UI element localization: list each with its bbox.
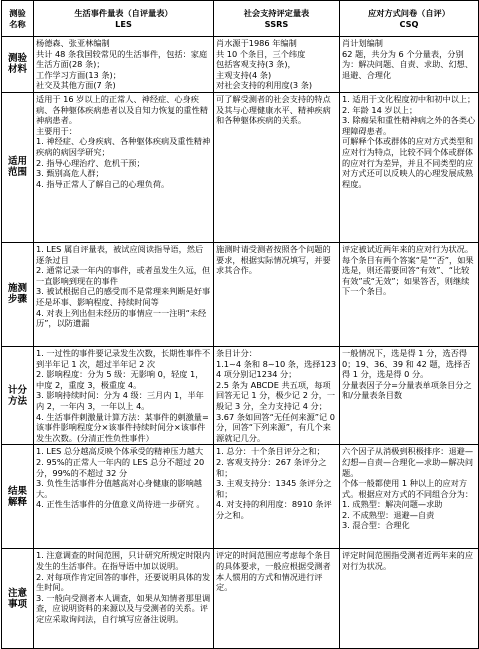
row-notes — [2, 549, 479, 649]
rowhead-scope: 适用 范围 — [2, 92, 34, 242]
rowhead-steps: 施测 步骤 — [2, 242, 34, 346]
cell-csq-steps: 评定被试近两年来的应对行为状况。 每个条目有两个答案“是”“否”，如果选是，则还需要回答“有效”、“比较有效”或“无效”；如果答否，则继续下一个条目。 — [340, 242, 479, 346]
header-ssrs: 社会支持评定量表 SSRS — [214, 1, 340, 37]
cell-ssrs-notes: 评定的时间范围应考虑每个条目的具体要求，一般应根据受测者本人惯用的方式和情况进行评定。 — [214, 549, 340, 649]
row-interpretation — [2, 445, 479, 549]
header-csq: 应对方式问卷（自评） CSQ — [340, 1, 479, 37]
scale-comparison-table — [1, 0, 479, 649]
cell-les-notes: 1. 注意调查的时间范围，只计研究所规定时限内发生的生活事件。在指导语中加以说明。 2. 对每项作肯定回答的事件，还要说明具体的发生时间。 3. 一般向受测者本人调查，如果从知情者那里调查，应说明资料的来源以及与受测者的关系。评定应采取询问法，自行填写应备注说明。 — [34, 549, 214, 649]
cell-ssrs-material: 肖水源于1986 年编制 共 10 个条目，三个纬度 包括客观支持(3 条)， 主观支持(4 条) 对社会支持的利用度(3 条) — [214, 37, 340, 93]
cell-les-material: 杨德森、张亚林编制 共计 48 条我国较常见的生活事件，包括：家庭生活方面(28 条)； 工作学习方面(13 条)； 社交及其他方面(7 条) — [34, 37, 214, 93]
rowhead-material: 测验 材料 — [2, 37, 34, 93]
row-scope — [2, 92, 479, 242]
header-item-name: 测验 名称 — [2, 1, 34, 37]
cell-csq-material: 肖计划编制 62 题，共分为 6 个分量表，分别为：解决问题、自责、求助、幻想、退避、合理化 — [340, 37, 479, 93]
cell-ssrs-interpretation: 1. 总分：十个条目评分之和； 2. 客观支持分：267 条评分之和； 3. 主观支持分：1345 条评分之和； 4. 对支持的利用度：8910 条评分之和。 — [214, 445, 340, 549]
cell-ssrs-steps: 施测时请受测者按照各个问题的要求，根据实际情况填写，并要求其合作。 — [214, 242, 340, 346]
cell-les-scope: 适用于 16 岁以上的正常人、神经症、心身疾病、各种躯体疾病患者以及自知力恢复的重性精神病患者。 主要用于： 1. 神经症、心身疾病、各种躯体疾病及重性精神疾病的病因学研究； 2. 指导心理治疗、危机干预； 3. 甄别高危人群； 4. 指导正常人了解自己的心理负荷。 — [34, 92, 214, 242]
row-steps — [2, 242, 479, 346]
row-material — [2, 37, 479, 93]
cell-csq-notes: 评定时间范围指受测者近两年来的应对行为状况。 — [340, 549, 479, 649]
cell-les-steps: 1. LES 属自评量表，被试应阅读指导语，然后逐条过目 2. 通常记录一年内的事件，或者虽发生久远，但一直影响到现在的事件 3. 被试根据自己的感受而不是常理来判断是好事还是坏事、影响程度、持续时间等 4. 对表上列出但未经历的事情应一一注明“未经历”，以防遗漏 — [34, 242, 214, 346]
cell-csq-interpretation: 六个因子从消极到积极排序：退避—幻想—自责—合理化—求助—解决问题。 个体一般都使用 1 种以上的应对方式。根据应对方式的不同组合分为： 1. 成熟型：解决问题—求助 2. 不成熟型：退避—自责 3. 混合型：合理化 — [340, 445, 479, 549]
cell-les-scoring: 1. 一过性的事件要记录发生次数，长期性事件不到半年记 1 次，超过半年记 2 次 2. 影响程度：分为 5 级：无影响 0，轻度 1，中度 2，重度 3，极重度 4。 3. 影响持续时间：分为 4 级：三月内 1，半年内 2，一年内 3，一年以上 4。 4. 生活事件刺激量计算方法：某事件的刺激量=该事件影响程度分×该事件持续时间分×该事件发生次数。(分清正性负性事件） — [34, 346, 214, 444]
rowhead-notes: 注意 事项 — [2, 549, 34, 649]
cell-csq-scope: 1. 适用于文化程度初中和初中以上； 2. 年龄 14 岁以上； 3. 除痴呆和重性精神病之外的各类心理障碍患者。 可解释个体或群体的应对方式类型和应对行为特点，比较不同个体或群体的应对行为差异，并且不同类型的应对方式还可以反映人的心理发展成熟程度。 — [340, 92, 479, 242]
rowhead-interpretation: 结果 解释 — [2, 445, 34, 549]
row-scoring — [2, 346, 479, 444]
header-row — [2, 1, 479, 37]
rowhead-scoring: 计分 方法 — [2, 346, 34, 444]
header-les: 生活事件量表（自评量表） LES — [34, 1, 214, 37]
cell-ssrs-scoring: 条目计分： 1.1~4 条和 8~10 条，选择1234 项分别记1234 分； 2.5 条为 ABCDE 共五项，每项回答无记 1 分，极少记 2 分，一般记 3 分，全力支持记 4 分； 3.67 条如回答“无任何来源”记 0 分，回答“下列来源”，有几个来源就记几分。 — [214, 346, 340, 444]
cell-ssrs-scope: 可了解受测者的社会支持的特点及其与心理健康水平、精神疾病和各种躯体疾病的关系。 — [214, 92, 340, 242]
cell-les-interpretation: 1. LES 总分越高反映个体承受的精神压力越大 2. 95%的正常人一年内的 LES 总分不超过 20 分，99%的不超过 32 分 3. 负性生活事件分值越高对心身健康的影响越大。 4. 正性生活事件的分值意义尚待进一步研究 。 — [34, 445, 214, 549]
cell-csq-scoring: 一般情况下，选是得 1 分，选否得 0；19、36、39 和 42 题，选择否得 1 分，选是得 0 分。 分量表因子分=分量表单项条目分之和/分量表条目数 — [340, 346, 479, 444]
